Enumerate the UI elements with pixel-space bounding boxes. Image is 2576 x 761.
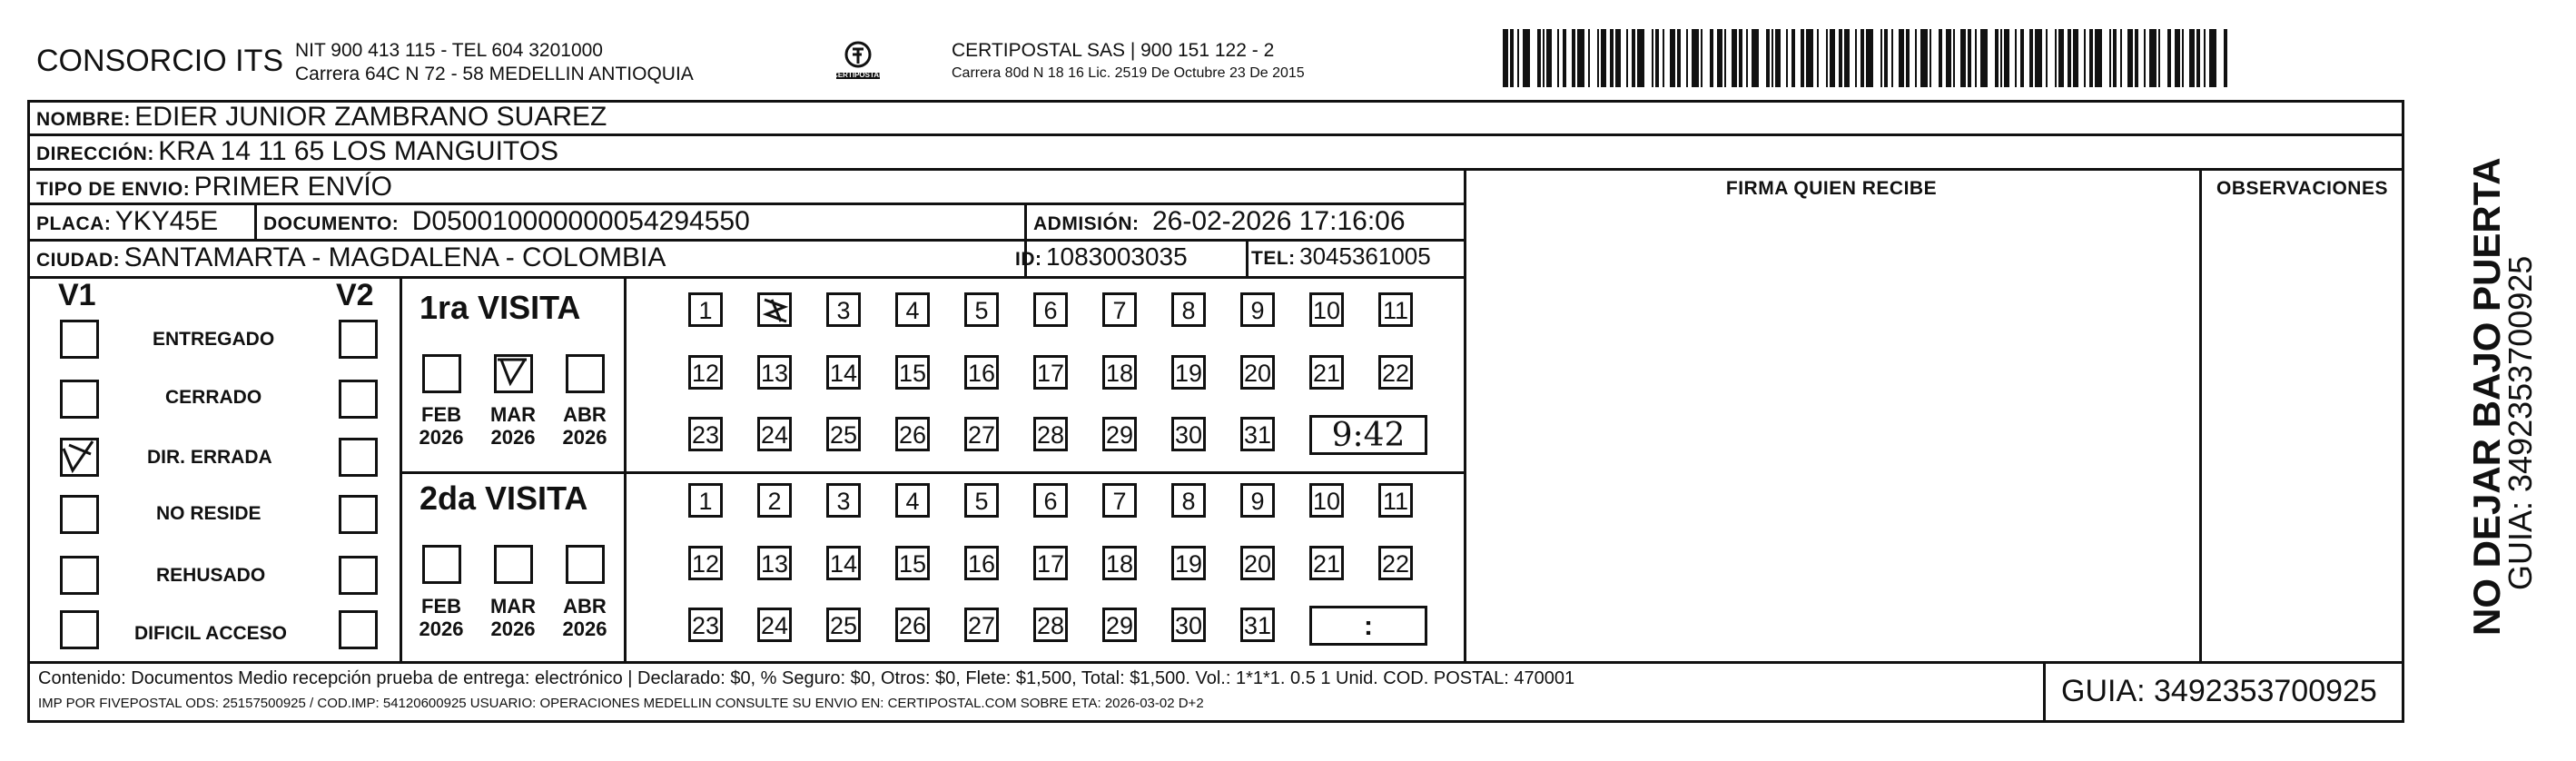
courier-line1: CERTIPOSTAL SAS | 900 151 122 - 2 xyxy=(952,40,1275,61)
v1-checkbox-dificil-acceso[interactable] xyxy=(60,610,99,649)
first-visit-day-4[interactable]: 4 xyxy=(895,292,930,327)
direccion-value: KRA 14 11 65 LOS MANGUITOS xyxy=(158,136,559,166)
status-cerrado: CERRADO xyxy=(165,387,262,408)
footer-print-line: IMP POR FIVEPOSTAL ODS: 25157500925 / COD.IMP: 54120600925 USUARIO: OPERACIONES MEDELLIN CONSULTE SU ENVIO EN: CERTIPOSTAL.COM SOBRE ETA: 2026-03-02 D+2 xyxy=(38,696,1204,711)
first-visit-day-2[interactable] xyxy=(757,292,792,327)
v2-checkbox-entregado[interactable] xyxy=(339,320,378,359)
second-visit-day-26[interactable]: 26 xyxy=(895,608,930,642)
second-visit-year-abr: 2026 xyxy=(562,618,607,640)
second-visit-day-15[interactable]: 15 xyxy=(895,546,930,580)
observaciones-header: OBSERVACIONES xyxy=(2216,178,2388,199)
second-visit-day-24[interactable]: 24 xyxy=(757,608,792,642)
second-visit-day-13[interactable]: 13 xyxy=(757,546,792,580)
first-visit-month-mar[interactable] xyxy=(494,354,533,393)
admision-value: 26-02-2026 17:16:06 xyxy=(1151,206,1406,236)
v1-checkbox-cerrado[interactable] xyxy=(60,380,99,419)
second-visit-day-6[interactable]: 6 xyxy=(1033,483,1068,518)
first-visit-day-26[interactable]: 26 xyxy=(895,417,930,451)
first-visit-day-18[interactable]: 18 xyxy=(1102,355,1137,390)
side-guia: GUIA: 3492353700925 xyxy=(2502,255,2539,590)
second-visit-day-16[interactable]: 16 xyxy=(964,546,999,580)
second-visit-day-9[interactable]: 9 xyxy=(1240,483,1275,518)
second-visit-time[interactable]: : xyxy=(1309,606,1427,646)
status-entregado: ENTREGADO xyxy=(153,329,275,350)
second-visit-day-28[interactable]: 28 xyxy=(1033,608,1068,642)
second-visit-day-31[interactable]: 31 xyxy=(1240,608,1275,642)
second-visit-day-4[interactable]: 4 xyxy=(895,483,930,518)
second-visit-month-mar[interactable] xyxy=(494,545,533,584)
first-visit-day-27[interactable]: 27 xyxy=(964,417,999,451)
first-visit-day-22[interactable]: 22 xyxy=(1378,355,1413,390)
v1-checkbox-entregado[interactable] xyxy=(60,320,99,359)
direccion-row xyxy=(36,136,558,167)
first-visit-day-9[interactable]: 9 xyxy=(1240,292,1275,327)
first-visit-day-3[interactable]: 3 xyxy=(826,292,861,327)
footer-content-line: Contenido: Documentos Medio recepción prueba de entrega: electrónico | Declarado: $0, % Seguro: $0, Otros: $0, Flete: $1,500, Total: $1,500. Vol.: 1*1*1. 0.5 1 Unid. COD. POSTAL: 470001 xyxy=(38,668,1575,688)
first-visit-year-feb: 2026 xyxy=(419,426,464,449)
first-visit-month-abr[interactable] xyxy=(566,354,605,393)
v2-checkbox-rehusado[interactable] xyxy=(339,556,378,595)
first-visit-year-mar: 2026 xyxy=(490,426,536,449)
documento-row xyxy=(263,206,750,237)
first-visit-day-28[interactable]: 28 xyxy=(1033,417,1068,451)
second-visit-month-feb[interactable] xyxy=(422,545,461,584)
observations-area[interactable] xyxy=(2202,205,2402,659)
first-visit-month-label-mar: MAR xyxy=(489,403,537,426)
first-visit-time[interactable]: 9:42 xyxy=(1309,415,1427,455)
first-visit-day-19[interactable]: 19 xyxy=(1171,355,1206,390)
courier-line2: Carrera 80d N 18 16 Lic. 2519 De Octubre 23 De 2015 xyxy=(952,65,1305,81)
second-visit-day-27[interactable]: 27 xyxy=(964,608,999,642)
v2-checkbox-no-reside[interactable] xyxy=(339,495,378,534)
first-visit-day-7[interactable]: 7 xyxy=(1102,292,1137,327)
status-dificil-acceso: DIFICIL ACCESO xyxy=(134,623,288,644)
second-visit-day-21[interactable]: 21 xyxy=(1309,546,1344,580)
first-visit-day-24[interactable]: 24 xyxy=(757,417,792,451)
v1-label: V1 xyxy=(58,278,96,312)
second-visit-day-29[interactable]: 29 xyxy=(1102,608,1137,642)
second-visit-day-8[interactable]: 8 xyxy=(1171,483,1206,518)
side-warning: NO DEJAR BAJO PUERTA xyxy=(2465,157,2508,636)
second-visit-day-5[interactable]: 5 xyxy=(964,483,999,518)
admision-row xyxy=(1033,206,1406,237)
first-visit-day-21[interactable]: 21 xyxy=(1309,355,1344,390)
second-visit-day-19[interactable]: 19 xyxy=(1171,546,1206,580)
v2-checkbox-dificil-acceso[interactable] xyxy=(339,610,378,649)
second-visit-day-30[interactable]: 30 xyxy=(1171,608,1206,642)
second-visit-day-10[interactable]: 10 xyxy=(1309,483,1344,518)
first-visit-day-15[interactable]: 15 xyxy=(895,355,930,390)
second-visit-day-12[interactable]: 12 xyxy=(688,546,723,580)
nombre-row xyxy=(36,102,607,133)
company-line1: NIT 900 413 115 - TEL 604 3201000 xyxy=(295,40,603,61)
first-visit-day-8[interactable]: 8 xyxy=(1171,292,1206,327)
second-visit-day-17[interactable]: 17 xyxy=(1033,546,1068,580)
check-mark-icon xyxy=(60,438,96,474)
logo-icon xyxy=(831,36,885,91)
nombre-label: NOMBRE: xyxy=(36,109,131,130)
first-visit-day-31[interactable]: 31 xyxy=(1240,417,1275,451)
admision-label: ADMISIÓN: xyxy=(1033,213,1140,234)
second-visit-year-feb: 2026 xyxy=(419,618,464,640)
first-visit-day-16[interactable]: 16 xyxy=(964,355,999,390)
placa-value: YKY45E xyxy=(114,206,219,236)
v1-checkbox-rehusado[interactable] xyxy=(60,556,99,595)
documento-value: D050010000000054294550 xyxy=(411,206,750,236)
first-visit-title: 1ra VISITA xyxy=(419,289,581,326)
placa-row xyxy=(36,206,218,237)
direccion-label: DIRECCIÓN: xyxy=(36,143,154,164)
second-visit-month-label-abr: ABR xyxy=(563,595,607,618)
first-visit-day-17[interactable]: 17 xyxy=(1033,355,1068,390)
first-visit-day-30[interactable]: 30 xyxy=(1171,417,1206,451)
second-visit-day-1[interactable]: 1 xyxy=(688,483,723,518)
first-visit-month-label-abr: ABR xyxy=(563,403,607,426)
tipo-value: PRIMER ENVÍO xyxy=(193,172,393,202)
company-line2: Carrera 64C N 72 - 58 MEDELLIN ANTIOQUIA xyxy=(295,64,694,84)
documento-label: DOCUMENTO: xyxy=(263,213,400,234)
tel-label: TEL: xyxy=(1251,248,1296,269)
second-visit-day-18[interactable]: 18 xyxy=(1102,546,1137,580)
handwritten-mark-icon xyxy=(759,294,792,327)
second-visit-day-3[interactable]: 3 xyxy=(826,483,861,518)
first-visit-year-abr: 2026 xyxy=(562,426,607,449)
first-visit-day-10[interactable]: 10 xyxy=(1309,292,1344,327)
first-visit-day-25[interactable]: 25 xyxy=(826,417,861,451)
second-visit-month-abr[interactable] xyxy=(566,545,605,584)
status-rehusado: REHUSADO xyxy=(156,565,266,586)
tipo-row xyxy=(36,172,392,203)
first-visit-day-14[interactable]: 14 xyxy=(826,355,861,390)
v1-checkbox-dir-errada[interactable] xyxy=(60,438,99,477)
signature-area[interactable] xyxy=(1466,205,2197,659)
second-visit-day-23[interactable]: 23 xyxy=(688,608,723,642)
tipo-label: TIPO DE ENVIO: xyxy=(36,179,191,200)
tel-value: 3045361005 xyxy=(1299,242,1431,270)
first-visit-day-1[interactable]: 1 xyxy=(688,292,723,327)
first-visit-month-label-feb: FEB xyxy=(421,403,461,426)
check-mark-icon xyxy=(494,354,530,390)
first-visit-day-23[interactable]: 23 xyxy=(688,417,723,451)
second-visit-day-11[interactable]: 11 xyxy=(1378,483,1413,518)
second-visit-day-2[interactable]: 2 xyxy=(757,483,792,518)
first-visit-day-6[interactable]: 6 xyxy=(1033,292,1068,327)
second-visit-month-label-mar: MAR xyxy=(489,595,537,618)
ciudad-value: SANTAMARTA - MAGDALENA - COLOMBIA xyxy=(123,242,666,272)
v2-label: V2 xyxy=(336,278,374,312)
id-row xyxy=(1015,242,1188,272)
id-value: 1083003035 xyxy=(1045,242,1188,271)
second-visit-day-25[interactable]: 25 xyxy=(826,608,861,642)
status-no-reside: NO RESIDE xyxy=(156,503,262,524)
first-visit-day-20[interactable]: 20 xyxy=(1240,355,1275,390)
footer-guia: GUIA: 3492353700925 xyxy=(2061,674,2377,708)
certipostal-logo xyxy=(831,36,885,91)
status-dir-errada: DIR. ERRADA xyxy=(147,447,272,468)
v2-checkbox-cerrado[interactable] xyxy=(339,380,378,419)
second-visit-title: 2da VISITA xyxy=(419,479,588,517)
first-visit-day-29[interactable]: 29 xyxy=(1102,417,1137,451)
first-visit-day-5[interactable]: 5 xyxy=(964,292,999,327)
first-visit-day-13[interactable]: 13 xyxy=(757,355,792,390)
v1-checkbox-no-reside[interactable] xyxy=(60,495,99,534)
second-visit-month-label-feb: FEB xyxy=(421,595,461,618)
ciudad-row xyxy=(36,242,666,273)
placa-label: PLACA: xyxy=(36,213,112,234)
first-visit-month-feb[interactable] xyxy=(422,354,461,393)
barcode xyxy=(1503,29,2229,87)
second-visit-day-7[interactable]: 7 xyxy=(1102,483,1137,518)
second-visit-year-mar: 2026 xyxy=(490,618,536,640)
ciudad-label: CIUDAD: xyxy=(36,250,121,271)
second-visit-day-14[interactable]: 14 xyxy=(826,546,861,580)
second-visit-day-22[interactable]: 22 xyxy=(1378,546,1413,580)
id-label: ID: xyxy=(1015,249,1042,270)
firma-header: FIRMA QUIEN RECIBE xyxy=(1725,178,1938,199)
first-visit-day-11[interactable]: 11 xyxy=(1378,292,1413,327)
company-name: CONSORCIO ITS xyxy=(36,44,284,78)
logo-text: CERTIPOSTAL xyxy=(833,71,883,79)
v2-checkbox-dir-errada[interactable] xyxy=(339,438,378,477)
nombre-value: EDIER JUNIOR ZAMBRANO SUAREZ xyxy=(134,102,607,132)
tel-row xyxy=(1251,242,1431,271)
second-visit-day-20[interactable]: 20 xyxy=(1240,546,1275,580)
first-visit-day-12[interactable]: 12 xyxy=(688,355,723,390)
